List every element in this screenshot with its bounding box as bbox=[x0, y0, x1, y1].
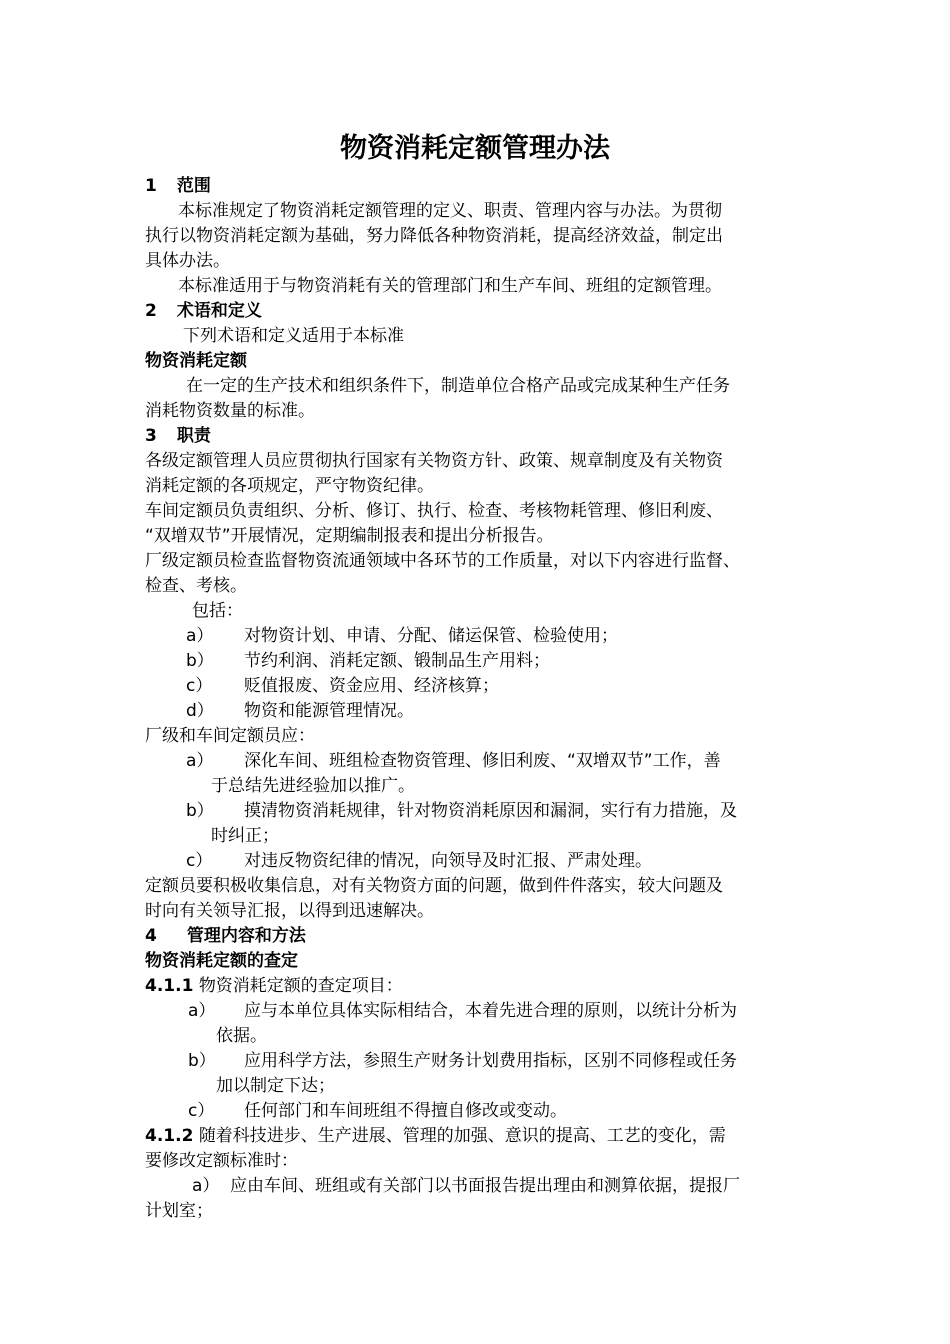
s2-term: 物资消耗定额 bbox=[145, 351, 247, 371]
section-1-number: 1 bbox=[145, 176, 157, 196]
list-item bbox=[186, 674, 499, 698]
clause-4-1-2-number: 4.1.2 bbox=[145, 1126, 194, 1146]
list-item-text: 应用科学方法，参照生产财务计划费用指标，区别不同修程或任务 bbox=[244, 1051, 737, 1071]
list-item bbox=[186, 649, 550, 673]
list-item-text: 应由车间、班组或有关部门以书面报告提出理由和测算依据，提报厂 bbox=[230, 1176, 740, 1196]
section-1-title: 范围 bbox=[176, 176, 211, 196]
section-4-number: 4 bbox=[145, 926, 157, 946]
list-item-label: b） bbox=[186, 651, 214, 671]
s2-def-line2: 消耗物资数量的标准。 bbox=[145, 401, 315, 421]
clause-4-1-2-continuation: 要修改定额标准时： bbox=[145, 1151, 298, 1171]
s3-p2-line1: 车间定额员负责组织、分析、修订、执行、检查、考核物耗管理、修旧利废、 bbox=[145, 501, 723, 521]
s3-p5-line1: 定额员要积极收集信息，对有关物资方面的问题，做到件件落实，较大问题及 bbox=[145, 876, 723, 896]
list-item-continuation: 加以制定下达； bbox=[216, 1076, 335, 1096]
list-item-continuation: 时纠正； bbox=[211, 826, 279, 846]
section-3-number: 3 bbox=[145, 426, 157, 446]
list-item-label: b） bbox=[186, 801, 214, 821]
list-item-text: 对物资计划、申请、分配、储运保管、检验使用； bbox=[244, 626, 618, 646]
s3-p2-line2: “双增双节”开展情况，定期编制报表和提出分析报告。 bbox=[145, 526, 554, 546]
section-3-heading bbox=[145, 424, 211, 448]
clause-4-1-1 bbox=[145, 974, 403, 998]
list-item-label: b） bbox=[188, 1051, 216, 1071]
list-item-text: 对违反物资纪律的情况，向领导及时汇报、严肃处理。 bbox=[244, 851, 652, 871]
list-item-label: d） bbox=[186, 701, 214, 721]
clause-4-1-2 bbox=[145, 1124, 726, 1148]
list-item-text: 物资和能源管理情况。 bbox=[244, 701, 414, 721]
section-4-title: 管理内容和方法 bbox=[186, 926, 306, 946]
list-item-text: 节约利润、消耗定额、锻制品生产用料； bbox=[244, 651, 550, 671]
list-item bbox=[186, 699, 414, 723]
s1-p1-line1: 本标准规定了物资消耗定额管理的定义、职责、管理内容与办法。为贯彻 bbox=[178, 201, 722, 221]
s1-p1-line2: 执行以物资消耗定额为基础，努力降低各种物资消耗，提高经济效益，制定出 bbox=[145, 226, 723, 246]
list-item bbox=[188, 999, 737, 1023]
list-item-label: c） bbox=[186, 676, 213, 696]
list-item bbox=[188, 1099, 567, 1123]
section-2-title: 术语和定义 bbox=[176, 301, 262, 321]
s1-p1-line3: 具体办法。 bbox=[145, 251, 230, 271]
s3-p3-line2: 检查、考核。 bbox=[145, 576, 247, 596]
list-item-text: 深化车间、班组检查物资管理、修旧利废、“双增双节”工作，善 bbox=[244, 751, 721, 771]
s3-p5-line2: 时向有关领导汇报，以得到迅速解决。 bbox=[145, 901, 434, 921]
list-item-text: 贬值报废、资金应用、经济核算； bbox=[244, 676, 499, 696]
section-2-heading bbox=[145, 299, 262, 323]
s3-p1-line2: 消耗定额的各项规定，严守物资纪律。 bbox=[145, 476, 434, 496]
s2-intro: 下列术语和定义适用于本标准 bbox=[183, 326, 404, 346]
list-item-continuation: 依据。 bbox=[216, 1026, 267, 1046]
s3-include: 包括： bbox=[192, 601, 243, 621]
document-title: 物资消耗定额管理办法 bbox=[340, 133, 610, 164]
list-item-label: c） bbox=[188, 1101, 215, 1121]
list-item bbox=[192, 1174, 740, 1198]
list-item-text: 应与本单位具体实际相结合，本着先进合理的原则，以统计分析为 bbox=[244, 1001, 737, 1021]
list-item bbox=[186, 849, 652, 873]
list-item-label: a） bbox=[188, 1001, 216, 1021]
list-item bbox=[186, 749, 721, 773]
list-item-continuation: 于总结先进经验加以推广。 bbox=[211, 776, 415, 796]
s3-p1-line1: 各级定额管理人员应贯彻执行国家有关物资方针、政策、规章制度及有关物资 bbox=[145, 451, 723, 471]
list-item-label: a） bbox=[186, 626, 214, 646]
list-item-label: c） bbox=[186, 851, 213, 871]
clause-4-1-2-text: 随着科技进步、生产进展、管理的加强、意识的提高、工艺的变化，需 bbox=[198, 1126, 726, 1146]
list-item-text: 摸清物资消耗规律，针对物资消耗原因和漏洞，实行有力措施，及 bbox=[244, 801, 737, 821]
list-item bbox=[186, 799, 737, 823]
section-3-title: 职责 bbox=[176, 426, 211, 446]
s3-p3-line1: 厂级定额员检查监督物资流通领域中各环节的工作质量，对以下内容进行监督、 bbox=[145, 551, 740, 571]
list-item-text: 任何部门和车间班组不得擅自修改或变动。 bbox=[244, 1101, 567, 1121]
section-2-number: 2 bbox=[145, 301, 157, 321]
list-item bbox=[186, 624, 618, 648]
section-1-heading bbox=[145, 174, 211, 198]
s2-def-line1: 在一定的生产技术和组织条件下，制造单位合格产品或完成某种生产任务 bbox=[186, 376, 730, 396]
s4-subheading: 物资消耗定额的查定 bbox=[145, 951, 298, 971]
list-item bbox=[188, 1049, 737, 1073]
clause-4-1-1-text: 物资消耗定额的查定项目： bbox=[198, 976, 403, 996]
list-item-continuation: 计划室； bbox=[145, 1201, 213, 1221]
list-item-label: a） bbox=[192, 1176, 220, 1196]
list-item-label: a） bbox=[186, 751, 214, 771]
s1-p2: 本标准适用于与物资消耗有关的管理部门和生产车间、班组的定额管理。 bbox=[178, 276, 722, 296]
clause-4-1-1-number: 4.1.1 bbox=[145, 976, 194, 996]
section-4-heading bbox=[145, 924, 306, 948]
s3-p4: 厂级和车间定额员应： bbox=[145, 726, 315, 746]
